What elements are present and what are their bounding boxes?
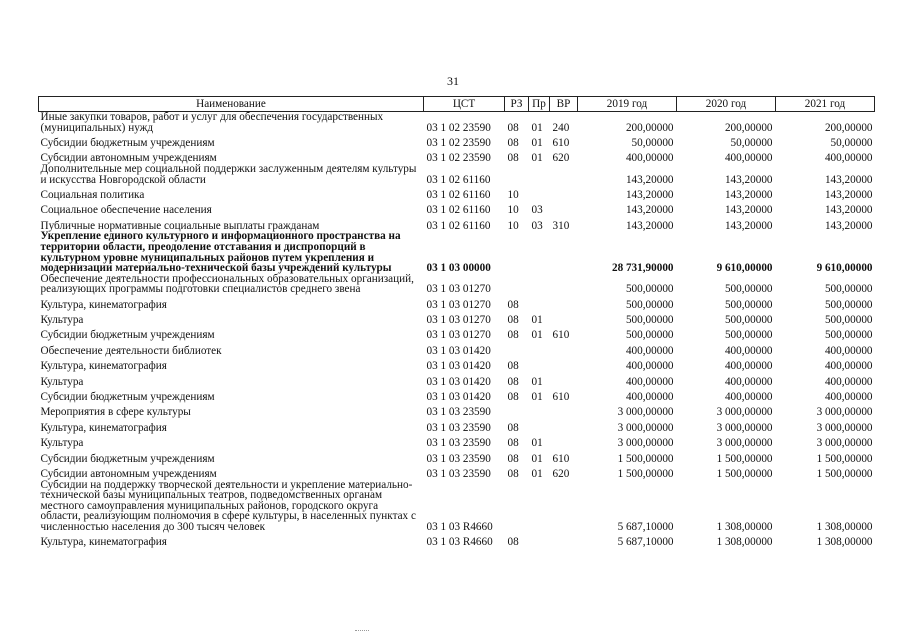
cell-name: Субсидии бюджетным учреждениям [40, 329, 215, 342]
cell-rz: 08 [507, 452, 519, 465]
cell-y2021: 3 000,00000 [816, 437, 873, 450]
cell-y2021: 50,00000 [830, 136, 873, 149]
cell-cst: 03 1 02 23590 [426, 121, 491, 134]
cell-cst: 03 1 03 23590 [426, 406, 491, 419]
cell-pr [529, 533, 550, 548]
cell-rz: 08 [507, 329, 519, 342]
table-row [39, 164, 875, 185]
cell-rz [505, 480, 529, 533]
header-2021: 2021 год [776, 97, 875, 112]
cell-vr [550, 356, 578, 371]
cell-name: Обеспечение деятельности библиотек [40, 344, 222, 357]
cell-rz: 08 [507, 360, 519, 373]
cell-name: Субсидии бюджетным учреждениям [40, 391, 215, 404]
cell-pr [529, 418, 550, 433]
cell-y2019: 28 731,90000 [611, 262, 674, 275]
header-vr: ВР [550, 97, 578, 112]
cell-pr [529, 231, 550, 273]
cell-y2020: 9 610,00000 [716, 262, 773, 275]
cell-vr [550, 418, 578, 433]
cell-vr: 620 [552, 467, 570, 480]
cell-rz: 08 [507, 467, 519, 480]
cell-cst: 03 1 03 23590 [426, 437, 491, 450]
cell-y2021: 9 610,00000 [816, 262, 873, 275]
cell-rz: 10 [507, 219, 519, 232]
cell-vr [550, 231, 578, 273]
cell-name: Публичные нормативные социальные выплаты гражданам [40, 219, 320, 232]
cell-y2021: 143,20000 [824, 188, 873, 201]
header-name: Наименование [39, 97, 424, 112]
table-row [39, 149, 875, 164]
cell-rz: 08 [507, 314, 519, 327]
cell-name: Культура, кинематография [40, 360, 167, 373]
table-row [39, 231, 875, 273]
cell-y2020: 50,00000 [730, 136, 773, 149]
table-row [39, 403, 875, 418]
cell-name: Культура, кинематография [40, 421, 167, 434]
table-row [39, 480, 875, 533]
cell-cst: 03 1 02 23590 [426, 136, 491, 149]
cell-name: Укрепление единого культурного и информационного пространства на территории области, преодоление отставания и диспропорций в культурном уровне муниципальных районов путем укрепления и модернизации материально-технической базы учреждений культуры [40, 230, 401, 275]
cell-y2021: 1 500,00000 [816, 467, 873, 480]
cell-name: Культура, кинематография [40, 298, 167, 311]
cell-y2020: 400,00000 [724, 375, 773, 388]
cell-pr: 01 [531, 452, 543, 465]
cell-cst: 03 1 03 01270 [426, 314, 491, 327]
cell-y2019: 500,00000 [625, 314, 674, 327]
cell-name: Обеспечение деятельности профессиональных образовательных организаций, реализующих программы подготовки специалистов среднего звена [40, 272, 414, 296]
cell-y2020: 400,00000 [724, 360, 773, 373]
cell-pr [529, 341, 550, 356]
cell-y2021: 500,00000 [824, 298, 873, 311]
cell-rz: 08 [507, 536, 519, 549]
cell-y2020: 1 308,00000 [716, 536, 773, 549]
cell-name: Иные закупки товаров, работ и услуг для обеспечения государственных (муниципальных) нужд [40, 111, 384, 134]
cell-cst: 03 1 02 61160 [426, 219, 491, 232]
cell-name: Культура [40, 437, 84, 450]
cell-name: Субсидии на поддержку творческой деятельности и укрепление материально-технической базы муниципальных театров, подведомственных органам местного самоуправления муниципальных районов, городского округа области, реализующим полномочия в сфере культуры, в населенных пунктах с численностью населения до 300 тысяч человек [40, 478, 416, 533]
cell-pr [529, 356, 550, 371]
cell-cst: 03 1 03 01420 [426, 360, 491, 373]
cell-y2019: 500,00000 [625, 298, 674, 311]
cell-pr: 01 [531, 314, 543, 327]
cell-vr: 610 [552, 452, 570, 465]
cell-cst: 03 1 03 R4660 [426, 520, 493, 533]
table-row [39, 326, 875, 341]
header-rz: РЗ [505, 97, 529, 112]
cell-vr: 240 [552, 121, 570, 134]
cell-pr: 03 [531, 219, 543, 232]
cell-vr [550, 480, 578, 533]
cell-y2021: 3 000,00000 [816, 421, 873, 434]
cell-vr: 610 [552, 329, 570, 342]
cell-y2021: 500,00000 [824, 314, 873, 327]
cell-y2021: 500,00000 [824, 283, 873, 296]
cell-y2020: 3 000,00000 [716, 437, 773, 450]
cell-rz [505, 341, 529, 356]
cell-y2020: 1 500,00000 [716, 452, 773, 465]
header-2020: 2020 год [677, 97, 776, 112]
cell-y2021: 1 500,00000 [816, 452, 873, 465]
cell-y2019: 200,00000 [625, 121, 674, 134]
cell-cst: 03 1 03 23590 [426, 467, 491, 480]
cell-name: Культура, кинематография [40, 536, 167, 549]
cell-y2020: 500,00000 [724, 283, 773, 296]
cell-pr [529, 403, 550, 418]
cell-y2021: 400,00000 [824, 375, 873, 388]
cell-y2021: 3 000,00000 [816, 406, 873, 419]
table-row [39, 387, 875, 402]
cell-y2020: 143,20000 [724, 219, 773, 232]
cell-vr [550, 533, 578, 548]
header-2019: 2019 год [578, 97, 677, 112]
cell-cst: 03 1 03 01270 [426, 283, 491, 296]
cell-y2020: 500,00000 [724, 298, 773, 311]
cell-name: Культура [40, 375, 84, 388]
cell-rz: 08 [507, 152, 519, 165]
header-cst: ЦСТ [424, 97, 505, 112]
cell-vr [550, 372, 578, 387]
header-pr: Пр [529, 97, 550, 112]
cell-name: Мероприятия в сфере культуры [40, 406, 191, 419]
cell-y2020: 1 308,00000 [716, 520, 773, 533]
cell-y2019: 400,00000 [625, 344, 674, 357]
cell-cst: 03 1 02 61160 [426, 188, 491, 201]
cell-pr [529, 185, 550, 200]
cell-pr: 01 [531, 391, 543, 404]
cell-y2020: 1 500,00000 [716, 467, 773, 480]
cell-y2020: 143,20000 [724, 173, 773, 186]
cell-y2019: 1 500,00000 [617, 452, 674, 465]
cell-y2019: 143,20000 [625, 173, 674, 186]
cell-y2020: 200,00000 [724, 121, 773, 134]
cell-cst: 03 1 02 61160 [426, 173, 491, 186]
cell-rz: 08 [507, 121, 519, 134]
table-row [39, 216, 875, 231]
cell-y2019: 500,00000 [625, 283, 674, 296]
cell-y2020: 400,00000 [724, 152, 773, 165]
cell-y2020: 500,00000 [724, 314, 773, 327]
cell-y2019: 143,20000 [625, 188, 674, 201]
cell-rz [505, 164, 529, 185]
cell-rz: 08 [507, 437, 519, 450]
cell-y2020: 3 000,00000 [716, 406, 773, 419]
cell-vr [550, 164, 578, 185]
scan-speck [355, 630, 369, 633]
table-row [39, 295, 875, 310]
cell-name: Дополнительные мер социальной поддержки заслуженным деятелям культуры и искусства Новгородской области [40, 162, 417, 186]
cell-y2021: 400,00000 [824, 360, 873, 373]
cell-vr [550, 295, 578, 310]
cell-cst: 03 1 02 23590 [426, 152, 491, 165]
cell-y2019: 400,00000 [625, 152, 674, 165]
cell-y2019: 400,00000 [625, 360, 674, 373]
cell-pr: 01 [531, 437, 543, 450]
cell-y2021: 400,00000 [824, 344, 873, 357]
table-row [39, 449, 875, 464]
cell-vr [550, 403, 578, 418]
cell-y2021: 1 308,00000 [816, 536, 873, 549]
table-row [39, 112, 875, 134]
cell-vr: 610 [552, 136, 570, 149]
cell-cst: 03 1 03 R4660 [426, 536, 493, 549]
cell-rz: 08 [507, 298, 519, 311]
table-row [39, 533, 875, 548]
cell-pr [529, 164, 550, 185]
cell-pr [529, 274, 550, 295]
table-row [39, 201, 875, 216]
cell-y2020: 500,00000 [724, 329, 773, 342]
cell-y2019: 3 000,00000 [617, 421, 674, 434]
cell-vr [550, 341, 578, 356]
cell-cst: 03 1 03 23590 [426, 421, 491, 434]
cell-vr: 620 [552, 152, 570, 165]
table-row [39, 372, 875, 387]
cell-y2019: 143,20000 [625, 219, 674, 232]
cell-pr [529, 480, 550, 533]
cell-vr [550, 185, 578, 200]
cell-y2021: 200,00000 [824, 121, 873, 134]
cell-y2021: 400,00000 [824, 152, 873, 165]
cell-cst: 03 1 02 61160 [426, 204, 491, 217]
cell-pr: 03 [531, 204, 543, 217]
cell-y2020: 3 000,00000 [716, 421, 773, 434]
cell-y2021: 143,20000 [824, 173, 873, 186]
cell-name: Социальное обеспечение населения [40, 204, 212, 217]
cell-y2019: 400,00000 [625, 391, 674, 404]
cell-y2020: 143,20000 [724, 204, 773, 217]
cell-pr [529, 295, 550, 310]
cell-y2021: 143,20000 [824, 219, 873, 232]
cell-pr: 01 [531, 375, 543, 388]
cell-pr: 01 [531, 136, 543, 149]
cell-name: Социальная политика [40, 188, 145, 201]
table-row [39, 418, 875, 433]
cell-name: Субсидии бюджетным учреждениям [40, 452, 215, 465]
cell-rz [505, 274, 529, 295]
cell-pr: 01 [531, 329, 543, 342]
cell-cst: 03 1 03 00000 [426, 262, 491, 275]
cell-name: Субсидии автономным учреждениям [40, 467, 217, 480]
cell-rz: 10 [507, 204, 519, 217]
cell-cst: 03 1 03 01270 [426, 298, 491, 311]
cell-y2019: 5 687,10000 [617, 520, 674, 533]
table-row [39, 341, 875, 356]
table-row [39, 464, 875, 479]
cell-rz: 08 [507, 421, 519, 434]
cell-y2019: 5 687,10000 [617, 536, 674, 549]
cell-cst: 03 1 03 23590 [426, 452, 491, 465]
cell-y2020: 400,00000 [724, 344, 773, 357]
cell-y2021: 143,20000 [824, 204, 873, 217]
cell-pr: 01 [531, 467, 543, 480]
cell-name: Субсидии бюджетным учреждениям [40, 136, 215, 149]
cell-vr: 610 [552, 391, 570, 404]
cell-rz: 08 [507, 136, 519, 149]
cell-vr [550, 433, 578, 448]
cell-y2019: 50,00000 [631, 136, 674, 149]
table-row [39, 433, 875, 448]
table-row [39, 274, 875, 295]
cell-name: Субсидии автономным учреждениям [40, 152, 217, 165]
cell-rz: 08 [507, 375, 519, 388]
cell-y2019: 143,20000 [625, 204, 674, 217]
cell-vr [550, 310, 578, 325]
cell-y2019: 400,00000 [625, 375, 674, 388]
table-body [39, 112, 875, 548]
page-number: 31 [447, 74, 459, 88]
cell-cst: 03 1 03 01420 [426, 344, 491, 357]
cell-cst: 03 1 03 01270 [426, 329, 491, 342]
cell-y2019: 500,00000 [625, 329, 674, 342]
cell-vr [550, 274, 578, 295]
cell-y2021: 400,00000 [824, 391, 873, 404]
table-row [39, 356, 875, 371]
budget-table [38, 96, 875, 548]
cell-name: Культура [40, 314, 84, 327]
cell-vr [550, 201, 578, 216]
cell-y2021: 1 308,00000 [816, 520, 873, 533]
cell-cst: 03 1 03 01420 [426, 391, 491, 404]
cell-y2020: 143,20000 [724, 188, 773, 201]
cell-y2020: 400,00000 [724, 391, 773, 404]
table-row [39, 133, 875, 148]
cell-vr: 310 [552, 219, 570, 232]
table-row [39, 310, 875, 325]
cell-rz: 08 [507, 391, 519, 404]
cell-y2019: 1 500,00000 [617, 467, 674, 480]
cell-pr: 01 [531, 121, 543, 134]
cell-y2019: 3 000,00000 [617, 406, 674, 419]
cell-y2021: 500,00000 [824, 329, 873, 342]
cell-y2019: 3 000,00000 [617, 437, 674, 450]
cell-pr: 01 [531, 152, 543, 165]
cell-rz [505, 403, 529, 418]
cell-rz: 10 [507, 188, 519, 201]
cell-rz [505, 231, 529, 273]
table-header-row [39, 97, 875, 112]
cell-cst: 03 1 03 01420 [426, 375, 491, 388]
table-row [39, 185, 875, 200]
